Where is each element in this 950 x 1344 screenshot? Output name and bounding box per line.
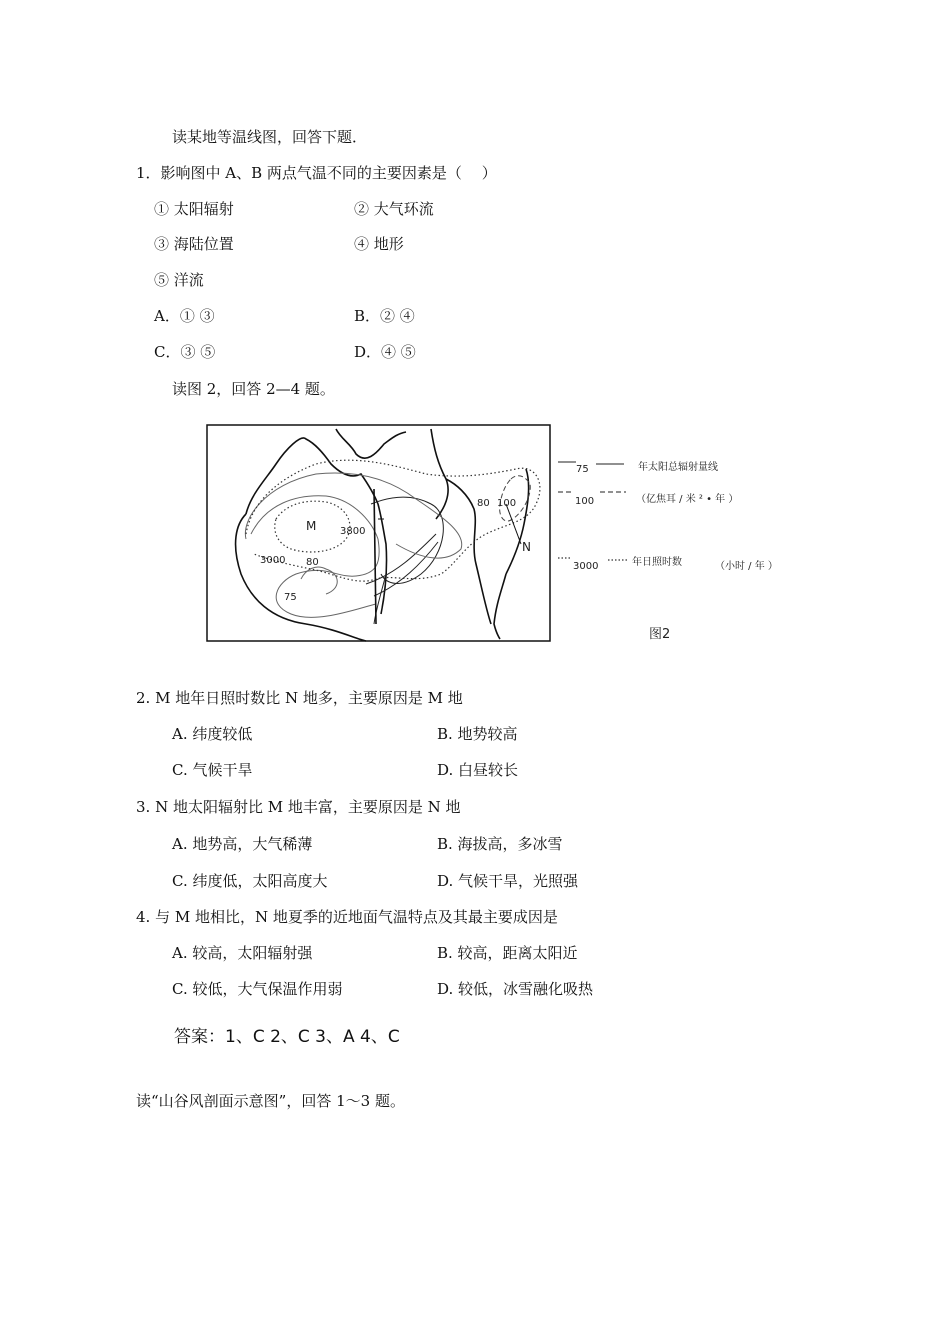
- q4-option-a: A. 较高，太阳辐射强: [172, 944, 313, 962]
- q2-option-c: C. 气候干旱: [172, 761, 253, 779]
- q4-option-b: B. 较高，距离太阳近: [437, 944, 578, 962]
- map-label-75: 75: [284, 592, 297, 603]
- q1-option-c: C．③ ⑤: [154, 343, 216, 361]
- answer-key: 答案：1、C 2、C 3、A 4、C: [174, 1027, 400, 1047]
- map-label-m: M: [306, 519, 317, 533]
- q1-item-1: ① 太阳辐射: [154, 200, 234, 218]
- intro-text-1: 读某地等温线图，回答下题．: [172, 128, 368, 146]
- q2-option-d: D. 白昼较长: [437, 761, 519, 779]
- q1-item-4: ④ 地形: [354, 235, 404, 253]
- q4-option-c: C. 较低，大气保温作用弱: [172, 980, 343, 998]
- q1-item-2: ② 大气环流: [354, 200, 434, 218]
- question-2-stem: 2. M 地年日照时数比 N 地多，主要原因是 M 地: [136, 689, 463, 707]
- legend-radiation-name: 年太阳总辐射量线: [638, 462, 718, 473]
- intro-text-2: 读图 2，回答 2—4 题。: [172, 380, 335, 398]
- intro-text-3: 读“山谷风剖面示意图”，回答 1～3 题。: [136, 1092, 405, 1110]
- q1-item-3: ③ 海陆位置: [154, 235, 234, 253]
- figure-2-map: [206, 424, 551, 642]
- q2-option-a: A. 纬度较低: [172, 725, 253, 743]
- q1-option-a: A．① ③: [154, 307, 215, 325]
- legend-sunshine-name: 年日照时数: [632, 557, 682, 568]
- q4-option-d: D. 较低，冰雪融化吸热: [437, 980, 594, 998]
- q2-option-b: B. 地势较高: [437, 725, 518, 743]
- map-label-100: 100: [497, 498, 517, 509]
- question-4-stem: 4. 与 M 地相比，N 地夏季的近地面气温特点及其最主要成因是: [136, 908, 558, 926]
- legend-radiation-75: 75: [576, 464, 589, 475]
- legend-radiation-100: 100: [575, 496, 595, 507]
- map-label-3800: 3800: [340, 526, 366, 537]
- question-3-stem: 3. N 地太阳辐射比 M 地丰富，主要原因是 N 地: [136, 798, 461, 816]
- map-label-3000: 3000: [260, 555, 286, 566]
- question-1-stem: 1．影响图中 A、B 两点气温不同的主要因素是（ ）: [136, 164, 497, 182]
- figure-caption: 图2: [649, 627, 671, 642]
- q3-option-b: B. 海拔高，多冰雪: [437, 835, 563, 853]
- map-label-80-right: 80: [477, 498, 490, 509]
- q3-option-a: A. 地势高，大气稀薄: [172, 835, 313, 853]
- map-label-80-left: 80: [306, 557, 319, 568]
- q3-option-d: D. 气候干旱，光照强: [437, 872, 579, 890]
- q1-option-b: B．② ④: [354, 307, 415, 325]
- q1-option-d: D．④ ⑤: [354, 343, 416, 361]
- legend-sunshine-3000: 3000: [573, 561, 599, 572]
- map-label-n: N: [522, 540, 531, 554]
- legend-sunshine-unit: （小时 / 年 ）: [715, 561, 778, 572]
- legend-radiation-unit: （亿焦耳 / 米 ² • 年 ）: [636, 494, 739, 505]
- q3-option-c: C. 纬度低，太阳高度大: [172, 872, 328, 890]
- legend-symbols: [556, 458, 630, 578]
- q1-item-5: ⑤ 洋流: [154, 271, 204, 289]
